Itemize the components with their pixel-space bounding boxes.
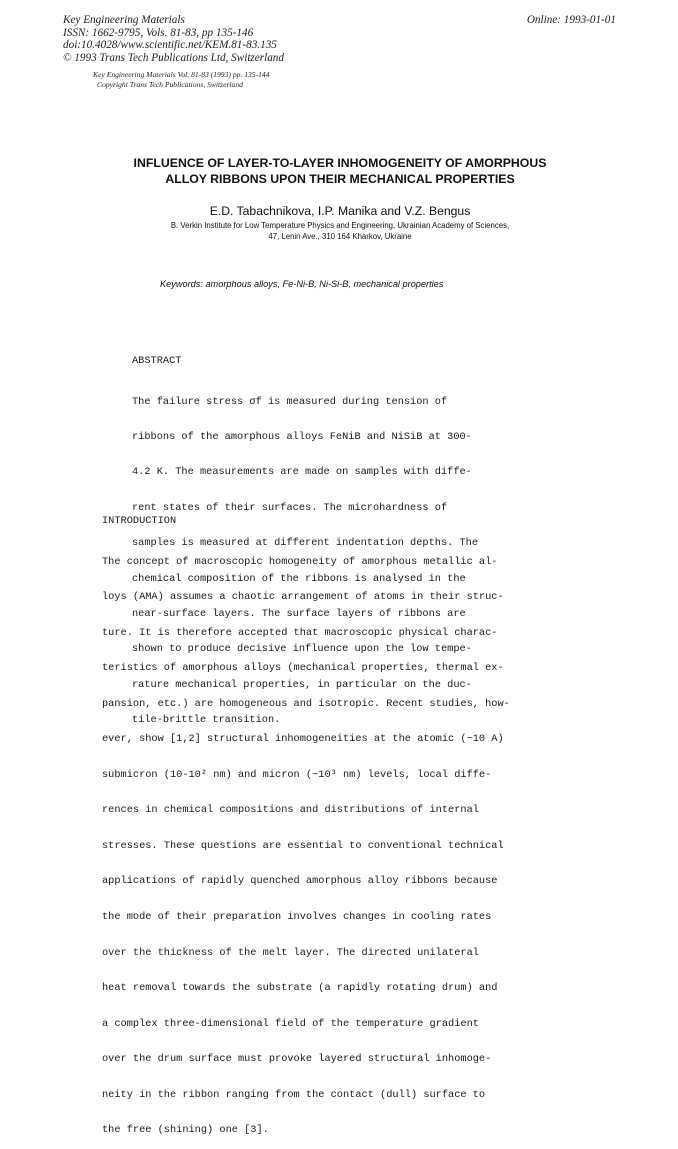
abstract-line: samples is measured at different indentation depths. The [132,537,479,550]
intro-line: loys (AMA) assumes a chaotic arrangement of atoms in their struc- [102,591,504,604]
intro-line: pansion, etc.) are homogeneous and isotropic. Recent studies, how- [102,697,510,710]
abstract-line: ribbons of the amorphous alloys FeNiB and NiSiB at 300- [132,430,472,443]
affiliation-line-2: 47, Lenin Ave., 310 164 Kharkov, Ukraine [268,232,412,241]
meta-line-issn: ISSN: 1662-9795, Vols. 81-83, pp 135-146 [63,26,254,39]
intro-line: a complex three-dimensional field of the temperature gradient [102,1017,479,1030]
paper-affiliation [60,220,620,242]
intro-line: the mode of their preparation involves changes in cooling rates [102,911,492,923]
paper-title [60,155,620,187]
abstract-line: near-surface layers. The surface layers of ribbons are [132,607,466,620]
abstract-line: shown to produce decisive influence upon the low tempe- [132,643,472,656]
intro-line: applications of rapidly quenched amorphous alloy ribbons because [102,875,498,888]
intro-line: over the drum surface must provoke layered structural inhomoge- [102,1053,492,1066]
abstract-line: rature mechanical properties, in particular on the duc- [132,678,472,691]
meta-line-copyright: © 1993 Trans Tech Publications Ltd, Switzerland [63,51,284,64]
intro-line: rences in chemical compositions and distributions of internal [102,804,479,817]
intro-line: over the thickness of the melt layer. The directed unilateral [102,946,479,959]
journal-meta [63,14,284,64]
intro-line: stresses. These questions are essential to conventional technical [102,839,504,852]
intro-line: ever, show [1,2] structural inhomogeneities at the atomic (~10 A) [102,733,504,746]
intro-line: the free (shining) one [3]. [102,1124,269,1137]
copyright-line-2: Copyright Trans Tech Publications, Switzerland [97,80,243,89]
abstract-line: 4.2 K. The measurements are made on samples with diffe- [132,466,472,479]
paper-authors: E.D. Tabachnikova, I.P. Manika and V.Z. Bengus [209,204,471,218]
introduction-body [102,533,510,1149]
original-copyright [93,70,270,90]
abstract-line: chemical composition of the ribbons is analysed in the [132,572,466,585]
abstract-heading: ABSTRACT [132,355,182,367]
abstract-line: The failure stress σf is measured during tension of [132,395,448,408]
intro-line: heat removal towards the substrate (a rapidly rotating drum) and [102,982,498,995]
title-line-1: INFLUENCE OF LAYER-TO-LAYER INHOMOGENEITY OF AMORPHOUS [133,156,547,170]
meta-line-journal: Key Engineering Materials [63,14,185,26]
abstract-line: tile-brittle transition. [132,714,281,727]
abstract-line: rent states of their surfaces. The microhardness of [132,501,448,514]
affiliation-line-1: B. Verkin Institute for Low Temperature Physics and Engineering, Ukrainian Academy of Sciences, [170,221,510,230]
intro-line: ture. It is therefore accepted that macroscopic physical charac- [102,626,498,639]
meta-line-doi[interactable]: doi:10.4028/www.scientific.net/KEM.81-83.135 [63,39,277,52]
title-line-2: ALLOY RIBBONS UPON THEIR MECHANICAL PROPERTIES [165,172,515,186]
paper-keywords: Keywords: amorphous alloys, Fe-Ni-B, Ni-Si-B, mechanical properties [160,279,444,289]
introduction-heading: INTRODUCTION [102,515,177,527]
intro-line: teristics of amorphous alloys (mechanical properties, thermal ex- [102,662,504,675]
online-date: Online: 1993-01-01 [526,14,616,26]
intro-line: submicron (10-10² nm) and micron (~10³ nm) levels, local diffe- [102,768,492,781]
intro-line: The concept of macroscopic homogeneity of amorphous metallic al- [102,555,498,568]
intro-line: neity in the ribbon ranging from the contact (dull) surface to [102,1088,486,1101]
copyright-line-1: Key Engineering Materials Vol. 81-83 (1993) pp. 135-144 [93,70,270,79]
